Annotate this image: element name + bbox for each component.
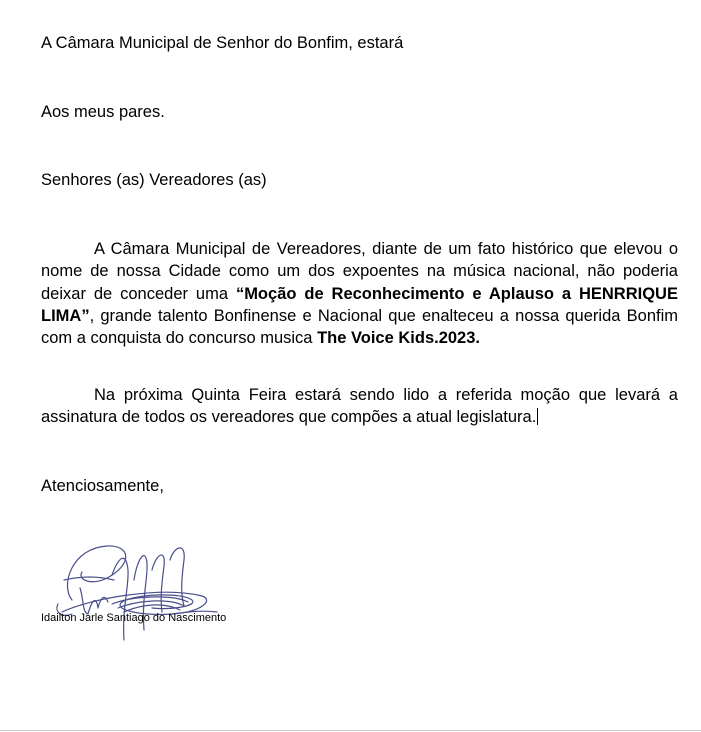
salutation-line: Aos meus pares. (41, 103, 165, 121)
handwritten-signature (52, 540, 232, 645)
closing-line: Atenciosamente, (41, 477, 164, 495)
paragraph-1-text-b: , grande talento Bonfinense e Nacional que enalteceu a nossa querida Bonfim com a conquista do concurso musica (41, 306, 678, 348)
contest-name: The Voice Kids.2023. (317, 329, 480, 348)
paragraph-2-text: Na próxima Quinta Feira estará sendo lido a referida moção que levará a assinatura de todos os vereadores que compões a atual legislatura. (41, 386, 678, 427)
signer-name: Idailton Jarle Santiago do Nascimento (41, 612, 227, 624)
addressee-line: Senhores (as) Vereadores (as) (41, 171, 267, 189)
body-paragraph-1 (41, 238, 678, 349)
paragraph-1-text-a: A Câmara Municipal de Vereadores, diante de um fato histórico que elevou o nome de nossa Cidade como um dos expoentes na música nacional, não poderia deixar de conceder uma (41, 240, 678, 303)
opening-line: A Câmara Municipal de Senhor do Bonfim, estará (41, 34, 404, 52)
page-bottom-divider (0, 730, 701, 731)
text-cursor (537, 408, 538, 425)
motion-title: “Moção de Reconhecimento e Aplauso a HENRRIQUE LIMA” (41, 284, 678, 325)
body-paragraph-2[interactable] (41, 384, 678, 429)
